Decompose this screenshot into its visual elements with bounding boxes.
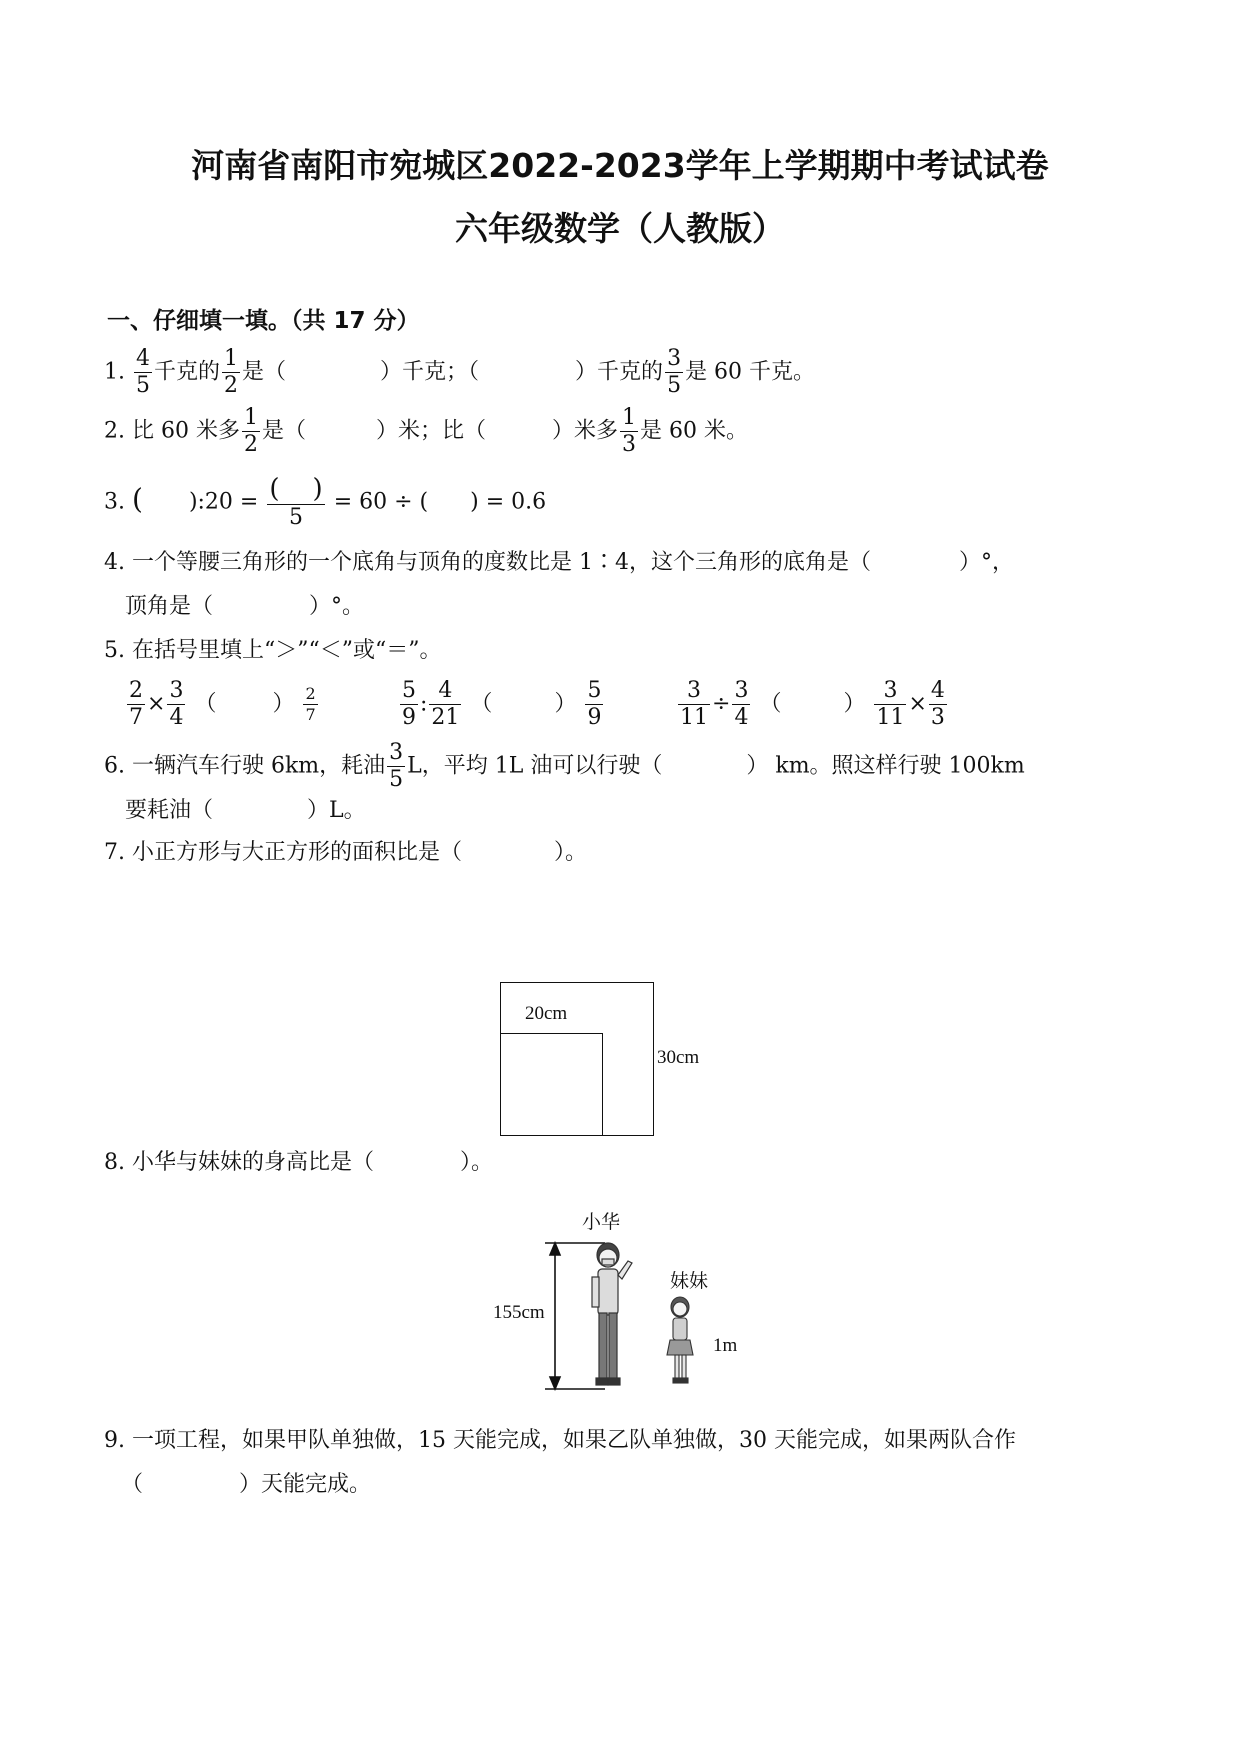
height-arrow [545,1243,605,1389]
fraction: $\frac{3}{11}$ [680,678,708,730]
q5-item-c: $\frac{3}{11}$ ÷ $\frac{3}{4}$ （ ） $\frac{3}{11}$ × $\frac{4}{3}$ [680,678,945,730]
boy-figure [592,1243,632,1385]
section-heading: 一、仔细填一填。（共 17 分） [107,308,420,334]
question-9-line2 [121,1470,371,1500]
boy-height-label: 155cm [493,1302,545,1323]
height-figure [540,1235,720,1395]
question-6-line2 [125,796,366,826]
question-2 [104,407,748,456]
fraction: $\frac{3}{11}$ [876,678,905,730]
fraction: $\frac{2}{7}$ [129,678,143,730]
q7-text: ）。 [554,840,588,865]
paren: ( [132,482,143,516]
q7-text: 7. 小正方形与大正方形的面积比是（ [104,840,462,865]
fraction: $\frac{3}{4}$ [734,678,749,730]
question-8 [104,1148,493,1178]
question-9: 9. 一项工程，如果甲队单独做，15 天能完成，如果乙队单独做，30 天能完成，如果两队合作 [104,1428,1016,1453]
q6-text: 要耗油（ [125,798,214,823]
fraction: $\frac{( )}{5}$ [269,474,323,530]
q2-number: 2. [104,418,125,444]
q8-text: 8. 小华与妹妹的身高比是（ [104,1150,374,1175]
q3-text: ) = 0.6 [470,489,547,515]
q1-text: 是 60 千克。 [685,359,816,385]
q2-text: ）米多 [552,418,619,444]
boy-name-label: 小华 [582,1211,621,1233]
q2-text: ）米；比（ [376,418,487,444]
q3-number: 3. [104,489,125,515]
fraction: $\frac{4}{5}$ [136,346,150,398]
q4-text: 4. 一个等腰三角形的一个底角与顶角的度数比是 1∶4，这个三角形的底角是（ [104,550,871,575]
paren: ） [272,691,295,717]
q5-item-b: $\frac{5}{9}$ : $\frac{4}{21}$ （ ） $\frac{5}{9}$ [402,678,602,730]
q4-text: ）°， [958,550,1014,575]
fraction: $\frac{2}{7}$ [305,684,316,724]
question-4 [104,548,1014,578]
fraction: $\frac{4}{3}$ [930,678,945,730]
page-title: 河南省南阳市宛城区2022-2023学年上学期期中考试试卷 [191,146,1049,185]
small-square-label: 20cm [525,1003,568,1024]
q9-text: ）天能完成。 [239,1472,372,1497]
question-7 [104,838,587,868]
q1-text: 千克的 [154,359,221,385]
q6-text: ） km。照这样行驶 100km [746,753,1025,779]
fraction: $\frac{3}{4}$ [169,678,184,730]
q4-text: 顶角是（ [125,594,214,619]
small-square [500,1033,603,1136]
fraction: $\frac{3}{5}$ [667,346,682,398]
q1-text: ）千克的 [575,359,664,385]
question-4-line2 [125,592,364,622]
q5-item-a: $\frac{2}{7}$ × $\frac{3}{4}$ （ ） $\frac{2}{7}$ [129,678,316,730]
q3-text: = 60 ÷ ( [333,489,429,515]
q6-text: 6. 一辆汽车行驶 6km，耗油 [104,753,386,779]
q6-text: ）L。 [307,798,366,823]
big-square-label: 30cm [657,1047,700,1068]
q8-text: ）。 [459,1150,493,1175]
fraction: $\frac{5}{9}$ [587,678,602,730]
girl-figure [667,1297,693,1383]
q1-number: 1. [104,359,125,385]
page-subtitle: 六年级数学（人教版） [455,209,785,248]
q2-text: 是 60 米。 [640,418,749,444]
question-5: 5. 在括号里填上“＞”“＜”或“＝”。 [104,638,442,663]
q2-text: 比 60 米多 [132,418,240,444]
girl-height-label: 1m [713,1335,738,1356]
fraction: $\frac{1}{3}$ [622,405,637,457]
q1-text: 是（ [242,359,287,385]
question-1 [104,348,815,397]
q3-text: ):20 = [188,489,259,515]
girl-name-label: 妹妹 [670,1270,709,1292]
fraction: $\frac{1}{2}$ [224,346,239,398]
q6-text: L，平均 1L 油可以行驶（ [407,753,663,779]
question-3 [104,476,546,529]
paren: （ [470,691,493,717]
question-6 [104,742,1025,791]
paren: （ [194,691,217,717]
paren: ） [554,691,577,717]
q2-text: 是（ [261,418,306,444]
q4-text: ）°。 [309,594,365,619]
q1-text: ）千克；（ [380,359,480,385]
fraction: $\frac{5}{9}$ [402,678,416,730]
paren: （ [759,691,782,717]
paren: ） [843,691,866,717]
fraction: $\frac{4}{21}$ [431,678,460,730]
q9-text: （ [121,1472,144,1497]
fraction: $\frac{1}{2}$ [243,405,258,457]
fraction: $\frac{3}{5}$ [389,740,404,792]
